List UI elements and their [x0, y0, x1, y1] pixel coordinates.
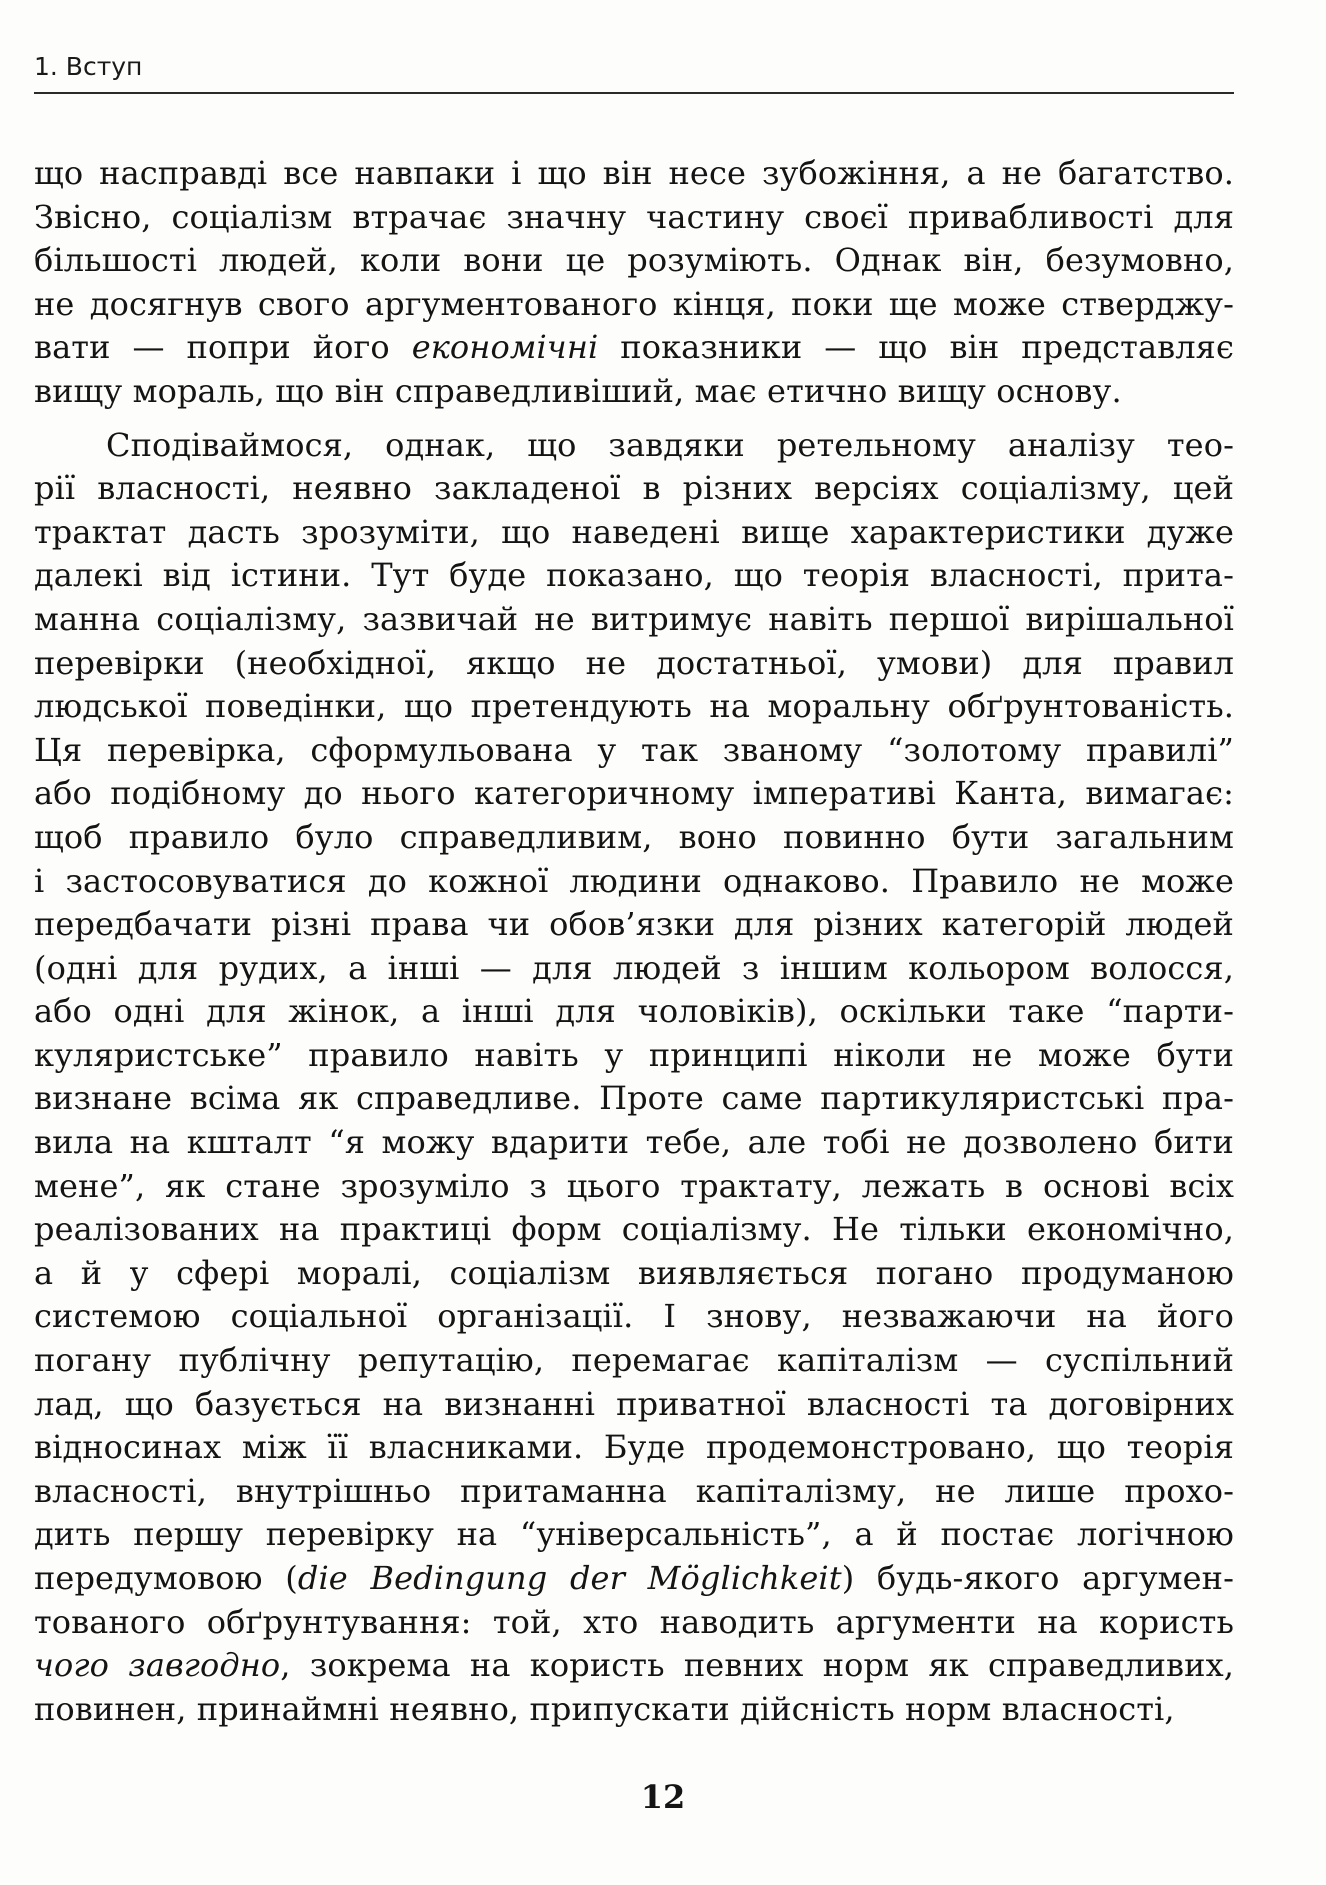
text-line: повинен, принаймні неявно, припускати дійсність норм власності,: [34, 1689, 1175, 1728]
text-line: [34, 1557, 1234, 1601]
text-segment: передумовою (: [34, 1559, 298, 1597]
text-line: і застосовуватися до кожної людини однаково. Правило не може: [34, 861, 1234, 900]
text-line: системою соціальної організації. І знову, незважаючи на його: [34, 1297, 1234, 1336]
text-line: більшості людей, коли вони це розуміють. Однак він, безумовно,: [34, 241, 1234, 280]
text-segment: ) будь-якого аргумен-: [841, 1559, 1234, 1597]
text-line: погану публічну репутацію, перемагає капіталізм — суспільний: [34, 1341, 1234, 1380]
text-line: людської поведінки, що претендують на моральну обґрунтованість.: [34, 687, 1234, 726]
running-head: 1. Вступ: [34, 52, 143, 81]
paragraph: [34, 152, 1234, 414]
text-line: (одні для рудих, а інші — для людей з іншим кольором волосся,: [34, 948, 1234, 987]
text-line: Ця перевірка, сформульована у так званому “золотому правилі”: [34, 730, 1234, 769]
page-number: 12: [640, 1778, 686, 1816]
paragraph: [34, 424, 1234, 1732]
text-line: Звісно, соціалізм втрачає значну частину своєї привабливості для: [34, 197, 1234, 236]
text-line: або одні для жінок, а інші для чоловіків), оскільки таке “парти-: [34, 992, 1234, 1031]
text-line: визнане всіма як справедливе. Проте саме партикуляристські пра-: [34, 1079, 1234, 1118]
header-rule: [34, 92, 1234, 94]
text-segment: , зокрема на користь певних норм як справедливих,: [280, 1646, 1234, 1685]
body-text: [34, 152, 1234, 1731]
text-line: власності, внутрішньо притаманна капіталізму, не лише прохо-: [34, 1471, 1234, 1510]
text-line: не досягнув свого аргументованого кінця, поки ще може стверджу-: [34, 284, 1234, 323]
text-line: куляристське” правило навіть у принципі ніколи не може бути: [34, 1035, 1234, 1074]
text-line: [34, 326, 1234, 370]
text-line: [34, 1644, 1234, 1688]
text-line: або подібному до нього категоричному імперативі Канта, вимагає:: [34, 774, 1234, 813]
paragraph-gap: [34, 414, 1234, 424]
italic-segment: чого завгодно: [34, 1646, 281, 1685]
text-segment: вати — попри його: [34, 328, 412, 367]
text-line: перевірки (необхідної, якщо не достатньої, умови) для правил: [34, 643, 1234, 682]
text-line: мене”, як стане зрозуміло з цього трактату, лежать в основі всіх: [34, 1166, 1234, 1205]
text-line: щоб правило було справедливим, воно повинно бути загальним: [34, 817, 1234, 856]
text-segment: показники — що він представляє: [598, 328, 1234, 367]
text-line: лад, що базується на визнанні приватної власності та договірних: [34, 1384, 1234, 1423]
italic-segment: die Bedingung der Möglichkeit: [297, 1559, 842, 1597]
text-line: відносинах між її власниками. Буде продемонстровано, що теорія: [34, 1428, 1234, 1467]
text-line: що насправді все навпаки і що він несе зубожіння, а не багатство.: [34, 154, 1234, 192]
text-line: вищу мораль, що він справедливіший, має етично вищу основу.: [34, 371, 1122, 410]
text-line: вила на кшталт “я можу вдарити тебе, але тобі не дозволено бити: [34, 1123, 1234, 1162]
text-line: рії власності, неявно закладеної в різних версіях соціалізму, цей: [34, 469, 1234, 508]
text-line: а й у сфері моралі, соціалізм виявляється погано продуманою: [34, 1253, 1234, 1292]
text-line: дить першу перевірку на “універсальність”, а й постає логічною: [34, 1515, 1234, 1554]
text-line: тованого обґрунтування: той, хто наводить аргументи на користь: [34, 1602, 1234, 1641]
italic-segment: економічні: [411, 328, 599, 367]
text-line: манна соціалізму, зазвичай не витримує навіть першої вирішальної: [34, 599, 1234, 638]
text-line: Сподіваймося, однак, що завдяки ретельному аналізу тео-: [106, 425, 1234, 464]
text-line: далекі від істини. Тут буде показано, що теорія власності, прита-: [34, 556, 1234, 595]
text-line: трактат дасть зрозуміти, що наведені вище характеристики дуже: [34, 512, 1234, 551]
text-line: реалізованих на практиці форм соціалізму. Не тільки економічно,: [34, 1210, 1234, 1249]
text-line: передбачати різні права чи обов’язки для різних категорій людей: [34, 905, 1234, 944]
